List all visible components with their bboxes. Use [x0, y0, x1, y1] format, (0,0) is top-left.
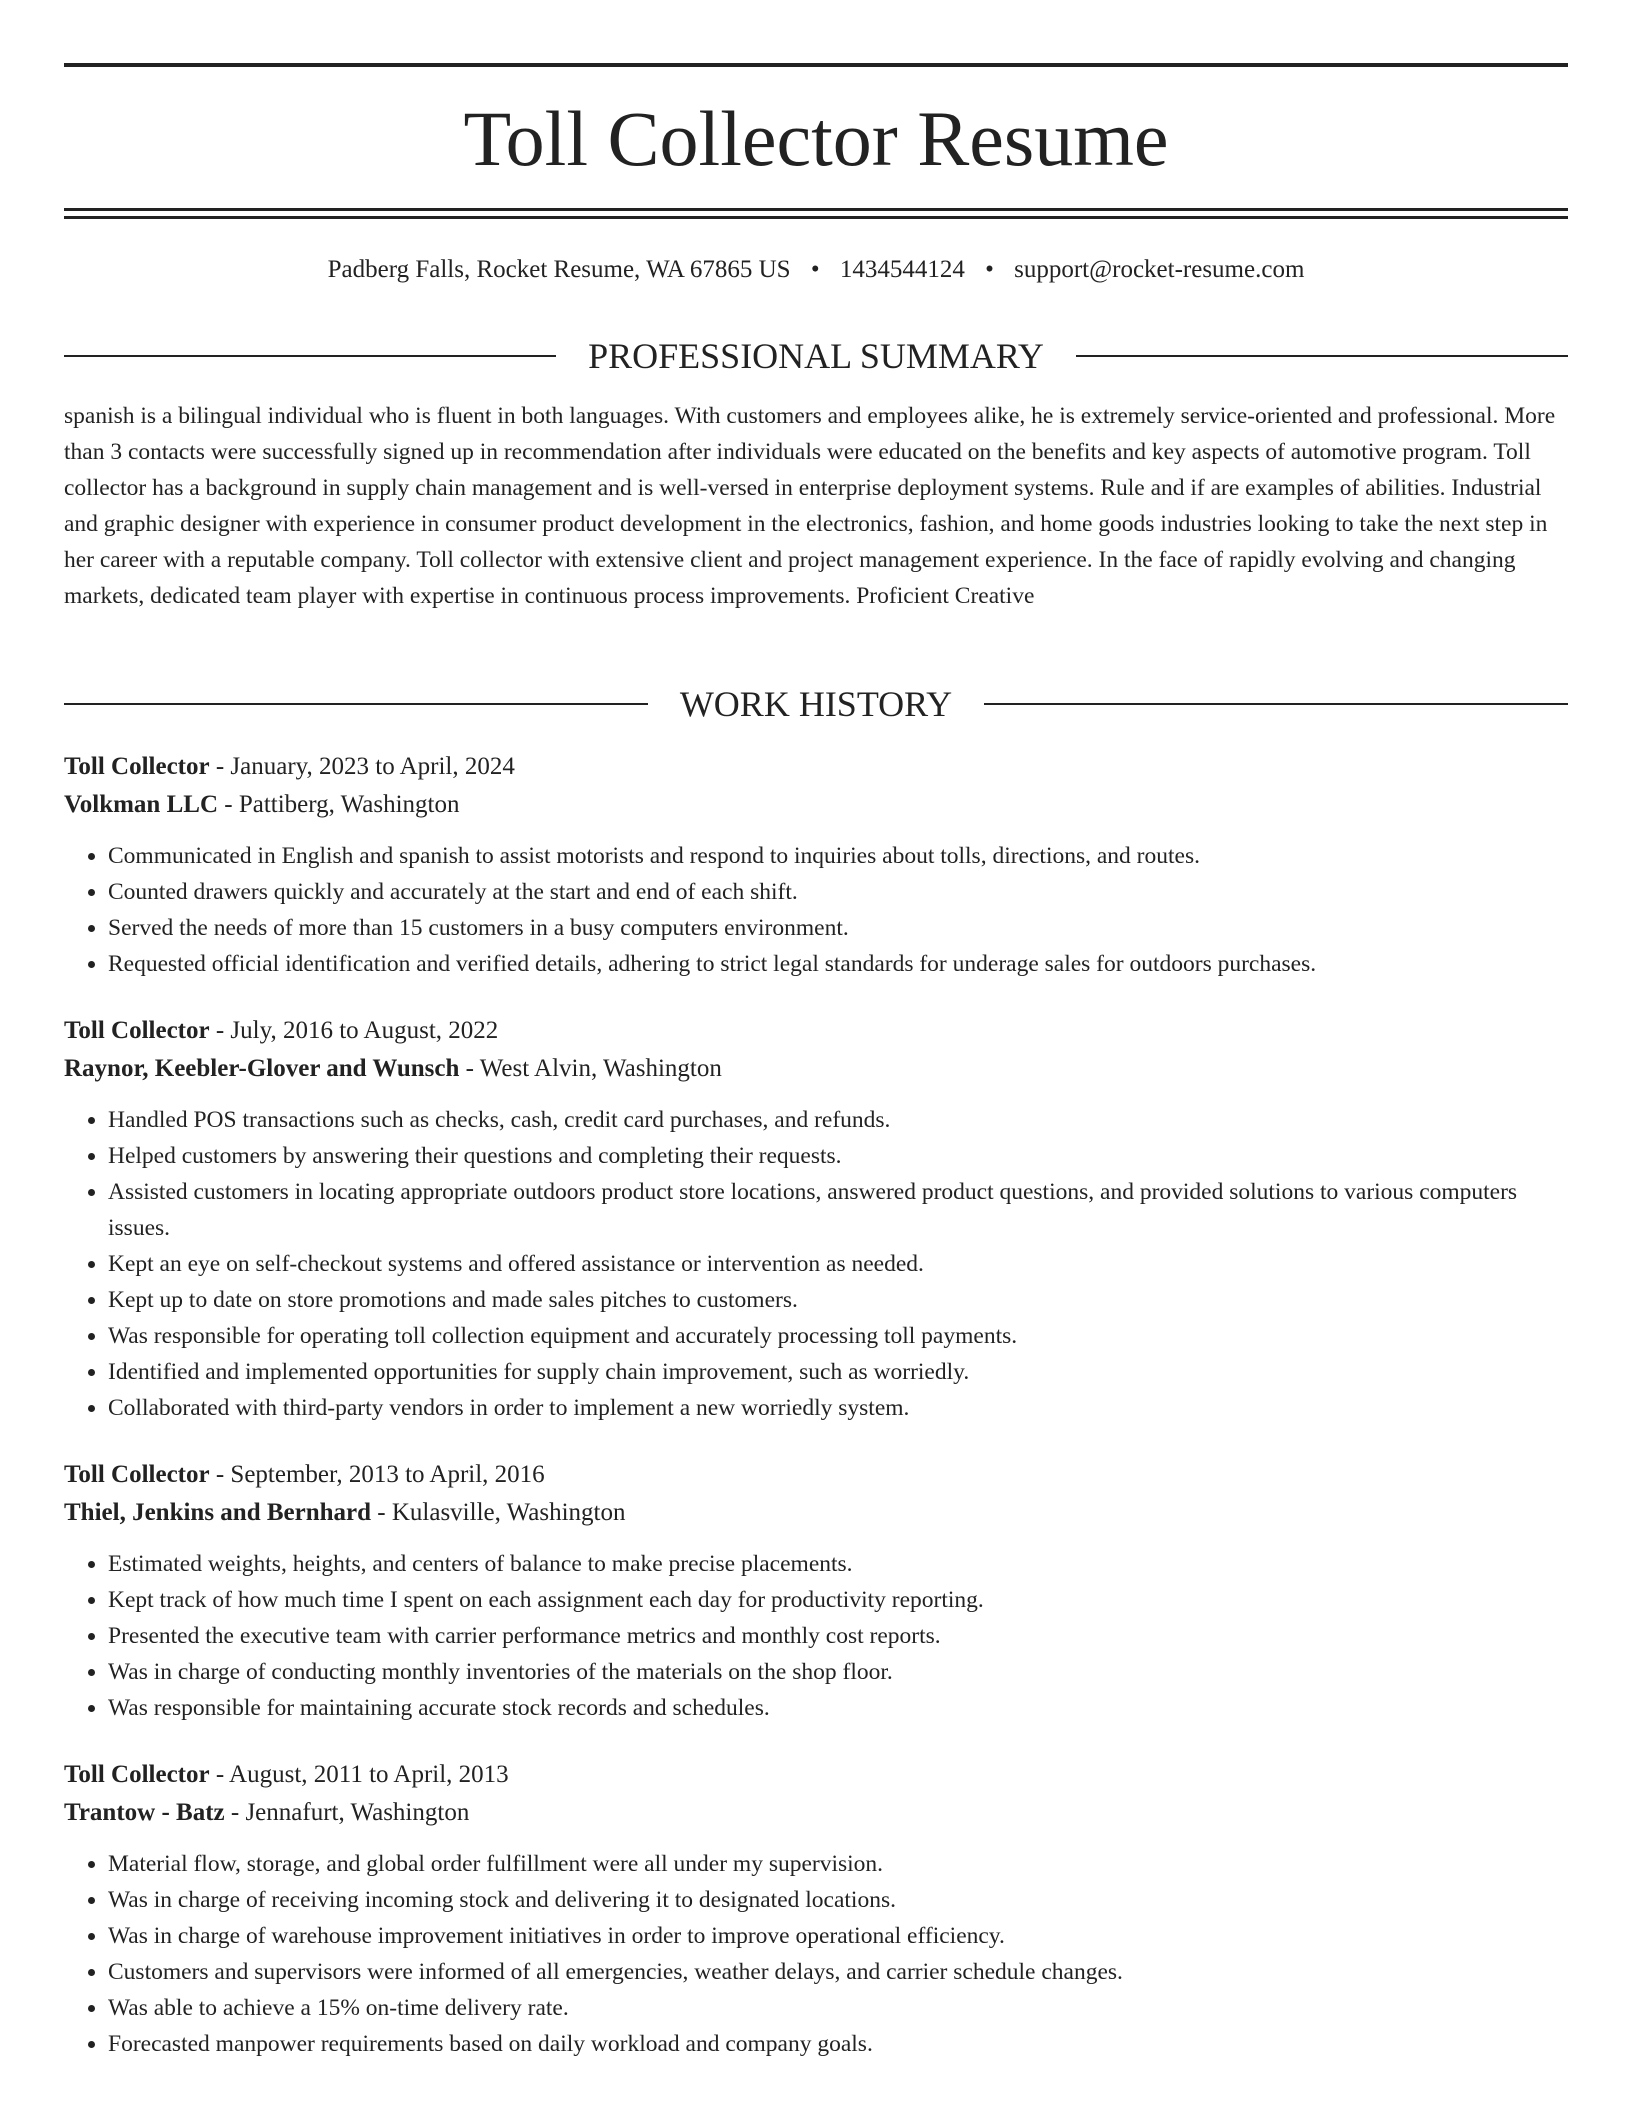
job-company: Trantow - Batz [64, 1799, 225, 1826]
job-bullet: • Forecasted manpower requirements based on daily workload and company goals. [108, 2026, 1568, 2062]
job-company: Thiel, Jenkins and Bernhard [64, 1499, 372, 1526]
double-rule-lower [64, 216, 1568, 219]
contact-address: Padberg Falls, Rocket Resume, WA 67865 US [327, 256, 791, 283]
heading-rule-left [64, 355, 556, 357]
job-entry [64, 748, 1568, 982]
job-dates: - August, 2011 to April, 2013 [209, 1761, 509, 1788]
job-bullet: • Was in charge of warehouse improvement initiatives in order to improve operational efficiency. [108, 1918, 1568, 1954]
job-bullet: • Was in charge of receiving incoming stock and delivering it to designated locations. [108, 1882, 1568, 1918]
job-bullet: • Estimated weights, heights, and centers of balance to make precise placements. [108, 1546, 1568, 1582]
double-rule-upper [64, 208, 1568, 211]
contact-separator: • [810, 256, 820, 283]
job-title: Toll Collector [64, 1017, 210, 1044]
job-bullet: • Kept an eye on self-checkout systems and offered assistance or intervention as needed. [108, 1246, 1568, 1282]
job-company-line [64, 1050, 1568, 1088]
job-bullet: • Material flow, storage, and global order fulfillment were all under my supervision. [108, 1846, 1568, 1882]
job-bullet: • Identified and implemented opportunities for supply chain improvement, such as worriedly. [108, 1354, 1568, 1390]
summary-heading-label: PROFESSIONAL SUMMARY [588, 336, 1044, 376]
job-dates: - January, 2023 to April, 2024 [209, 753, 515, 780]
contact-phone: 1434544124 [839, 256, 965, 283]
job-bullet: • Was able to achieve a 15% on-time delivery rate. [108, 1990, 1568, 2026]
heading-rule-right [984, 703, 1568, 705]
job-title-line [64, 1456, 1568, 1494]
job-title-line [64, 1756, 1568, 1794]
job-title: Toll Collector [64, 753, 210, 780]
top-rule [64, 63, 1568, 67]
job-location: - West Alvin, Washington [459, 1055, 722, 1082]
job-bullets [64, 1102, 1568, 1426]
work-history-heading [64, 682, 1568, 726]
job-company-line [64, 1494, 1568, 1532]
job-title-line [64, 748, 1568, 786]
job-dates: - July, 2016 to August, 2022 [209, 1017, 499, 1044]
job-dates: - September, 2013 to April, 2016 [209, 1461, 545, 1488]
job-bullet: • Counted drawers quickly and accurately at the start and end of each shift. [108, 874, 1568, 910]
job-bullets [64, 838, 1568, 982]
contact-separator: • [985, 256, 994, 283]
job-location: - Kulasville, Washington [371, 1499, 626, 1526]
job-bullet: • Requested official identification and verified details, adhering to strict legal standards for underage sales for outdoors purchases. [108, 946, 1568, 982]
job-location: - Jennafurt, Washington [224, 1799, 470, 1826]
contact-email: support@rocket-resume.com [1014, 256, 1305, 283]
job-bullet: • Assisted customers in locating appropriate outdoors product store locations, answered product questions, and provided solutions to various computers issues. [108, 1174, 1568, 1246]
job-location: - Pattiberg, Washington [218, 791, 460, 818]
summary-text: spanish is a bilingual individual who is fluent in both languages. With customers and employees alike, he is extremely service-oriented and professional. More than 3 contacts were successfully signed up in recommendation after individuals were educated on the benefits and key aspects of automotive program. Toll collector has a background in supply chain management and is well-versed in enterprise deployment systems. Rule and if are examples of abilities. Industrial and graphic designer with experience in consumer product development in the electronics, fashion, and home goods industries looking to take the next step in her career with a reputable company. Toll collector with extensive client and project management experience. In the face of rapidly evolving and changing markets, dedicated team player with expertise in continuous process improvements. Proficient Creative [64, 403, 1556, 609]
job-bullet: • Served the needs of more than 15 customers in a busy computers environment. [108, 910, 1568, 946]
job-bullet: • Helped customers by answering their questions and completing their requests. [108, 1138, 1568, 1174]
job-bullet: • Customers and supervisors were informed of all emergencies, weather delays, and carrier schedule changes. [108, 1954, 1568, 1990]
job-company-line [64, 786, 1568, 824]
job-bullet: • Presented the executive team with carrier performance metrics and monthly cost reports. [108, 1618, 1568, 1654]
job-company: Raynor, Keebler-Glover and Wunsch [64, 1055, 460, 1082]
job-bullets [64, 1546, 1568, 1726]
summary-heading [64, 334, 1568, 378]
job-bullet: • Handled POS transactions such as checks, cash, credit card purchases, and refunds. [108, 1102, 1568, 1138]
job-entry [64, 1456, 1568, 1726]
job-entry [64, 1012, 1568, 1426]
job-title-line [64, 1012, 1568, 1050]
heading-rule-right [1076, 355, 1568, 357]
contact-line [64, 252, 1568, 288]
job-title: Toll Collector [64, 1761, 210, 1788]
job-list [64, 748, 1568, 2092]
job-title: Toll Collector [64, 1461, 210, 1488]
job-bullet: • Collaborated with third-party vendors in order to implement a new worriedly system. [108, 1390, 1568, 1426]
job-company-line [64, 1794, 1568, 1832]
job-bullet: • Kept track of how much time I spent on each assignment each day for productivity reporting. [108, 1582, 1568, 1618]
job-bullet: • Kept up to date on store promotions and made sales pitches to customers. [108, 1282, 1568, 1318]
job-company: Volkman LLC [64, 791, 218, 818]
work-history-heading-label: WORK HISTORY [679, 684, 953, 724]
job-bullet: • Was in charge of conducting monthly inventories of the materials on the shop floor. [108, 1654, 1568, 1690]
resume-title: Toll Collector Resume [463, 95, 1169, 182]
job-bullet: • Was responsible for operating toll collection equipment and accurately processing toll payments. [108, 1318, 1568, 1354]
job-bullet: • Was responsible for maintaining accurate stock records and schedules. [108, 1690, 1568, 1726]
job-entry [64, 1756, 1568, 2062]
job-bullets [64, 1846, 1568, 2062]
heading-rule-left [64, 703, 648, 705]
job-bullet: • Communicated in English and spanish to assist motorists and respond to inquiries about tolls, directions, and routes. [108, 838, 1568, 874]
